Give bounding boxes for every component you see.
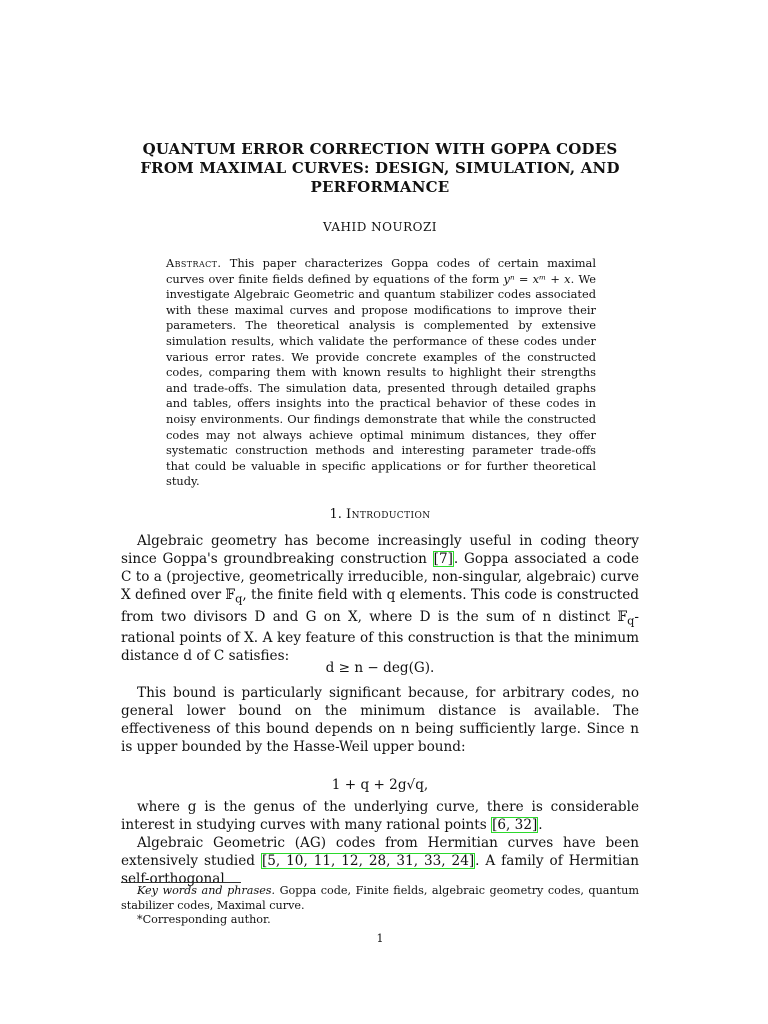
corresponding-author-note: *Corresponding author.: [137, 913, 271, 927]
abstract-text-1: This paper characterizes Goppa codes of certain maximal curves over finite fields defined by equations of the form: [166, 256, 596, 286]
title-line-2: FROM MAXIMAL CURVES: DESIGN, SIMULATION, AND: [140, 159, 620, 177]
author-name: VAHID NOUROZI: [322, 220, 438, 234]
footnotes: [121, 884, 639, 928]
title-line-3: PERFORMANCE: [310, 178, 450, 196]
keywords-text: Goppa code, Finite fields, algebraic geometry codes, quantum stabilizer codes, Maximal curve.: [121, 884, 639, 912]
abstract: [166, 256, 596, 490]
paper-title: [120, 140, 640, 197]
section-heading: [120, 507, 640, 522]
equation-min-distance: d ≥ n − deg(G).: [325, 660, 435, 676]
abstract-formula: yⁿ = xᵐ + x: [503, 271, 571, 286]
section-number: 1.: [329, 507, 342, 522]
intro-paragraph-1: Algebraic geometry has become increasingly useful in coding theory since Goppa's groundbreaking construction [7]. Goppa associated a code C to a (projective, geometrically irreducible, non-singular, algebraic) curve X defined over 𝔽$_q$, the finite field with q elements. This code is constructed from two divisors D and G on X, where D is the sum of n distinct 𝔽$_q$-rational points of X. A key feature of this construction is that the minimum distance d of C satisfies:: [121, 533, 639, 665]
citation-6-32[interactable]: [6, 32]: [492, 817, 538, 833]
citation-7[interactable]: [7]: [433, 551, 453, 567]
intro-paragraph-3: where g is the genus of the underlying curve, there is considerable interest in studying curves with many rational points [6, 32]. Algebraic Geometric (AG) codes from Hermitian curves have been extensively studied [5, 10, 11, 12, 28, 31, 33, 24]. A family of Hermitian self-orthogonal: [121, 799, 639, 887]
abstract-text-2: . We investigate Algebraic Geometric and quantum stabilizer codes associated with these maximal curves and propose modifications to improve their parameters. The theoretical analysis is complemented by extensive simulation results, which validate the performance of these codes under various error rates. We provide concrete examples of the constructed codes, comparing them with known results to highlight their strengths and trade-offs. The simulation data, presented through detailed graphs and tables, offers insights into the practical behavior of these codes in noisy environments. Our findings demonstrate that while the constructed codes may not always achieve optimal minimum distances, they offer systematic construction methods and interesting parameter trade-offs that could be valuable in specific applications or for further theoretical study.: [166, 271, 597, 489]
intro-paragraph-2: This bound is particularly significant because, for arbitrary codes, no general lower bound on the minimum distance is available. The effectiveness of this bound depends on n being sufficiently large. Since n is upper bounded by the Hasse-Weil upper bound:: [121, 685, 639, 755]
title-line-1: QUANTUM ERROR CORRECTION WITH GOPPA CODES: [142, 140, 618, 158]
page-number: 1: [376, 932, 384, 945]
equation-hasse-weil: 1 + q + 2g√q,: [331, 777, 429, 793]
citation-list[interactable]: [5, 10, 11, 12, 28, 31, 33, 24]: [261, 853, 475, 869]
keywords-label: Key words and phrases.: [137, 884, 276, 897]
footnote-rule: [121, 882, 241, 883]
section-name: Introduction: [346, 507, 431, 522]
abstract-heading: Abstract.: [166, 256, 222, 270]
